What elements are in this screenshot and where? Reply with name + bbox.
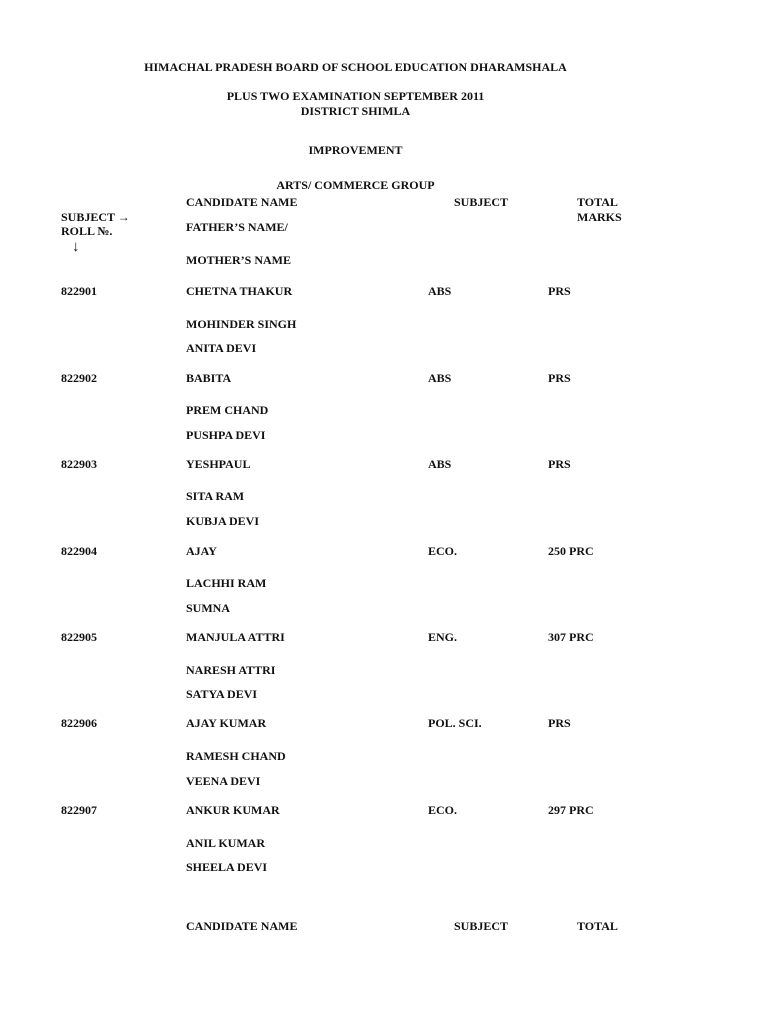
roll-number: 822901 — [61, 284, 97, 298]
roll-number: 822902 — [61, 371, 97, 385]
subject-arrow-label: SUBJECT → — [61, 210, 130, 224]
candidate-name: AJAY KUMAR — [186, 716, 267, 730]
mothers-name-header: MOTHER’S NAME — [186, 253, 291, 267]
roll-number: 822906 — [61, 716, 97, 730]
mother-name: SHEELA DEVI — [186, 860, 268, 874]
footer-subject-header: SUBJECT — [454, 919, 509, 933]
candidate-name: MANJULA ATTRI — [186, 630, 285, 644]
candidate-name-header: CANDIDATE NAME — [186, 195, 298, 209]
total-marks: PRS — [548, 457, 571, 471]
subject-value: ECO. — [428, 544, 458, 558]
subject-header: SUBJECT — [454, 195, 509, 209]
mother-name: SUMNA — [186, 601, 230, 615]
total-marks: 250 PRC — [548, 544, 594, 558]
father-name: LACHHI RAM — [186, 576, 267, 590]
mother-name: ANITA DEVI — [186, 341, 257, 355]
father-name: SITA RAM — [186, 489, 245, 503]
candidate-name: ANKUR KUMAR — [186, 803, 280, 817]
total-marks: 307 PRC — [548, 630, 594, 644]
total-marks: PRS — [548, 716, 571, 730]
footer-total-header: TOTAL — [577, 919, 618, 933]
total-marks: PRS — [548, 371, 571, 385]
father-name: MOHINDER SINGH — [186, 317, 297, 331]
father-name: NARESH ATTRI — [186, 663, 276, 677]
subject-value: ABS — [428, 371, 452, 385]
roll-number: 822907 — [61, 803, 97, 817]
roll-number: 822903 — [61, 457, 97, 471]
father-name: PREM CHAND — [186, 403, 269, 417]
candidate-name: AJAY — [186, 544, 217, 558]
father-name: ANIL KUMAR — [186, 836, 266, 850]
exam-title: PLUS TWO EXAMINATION SEPTEMBER 2011 — [226, 89, 485, 103]
category-title: IMPROVEMENT — [308, 143, 403, 157]
roll-number: 822905 — [61, 630, 97, 644]
district-title: DISTRICT SHIMLA — [300, 104, 411, 118]
fathers-name-header: FATHER’S NAME/ — [186, 220, 288, 234]
mother-name: SATYA DEVI — [186, 687, 258, 701]
total-marks: 297 PRC — [548, 803, 594, 817]
total-header-line1: TOTAL — [577, 195, 618, 209]
subject-value: ABS — [428, 284, 452, 298]
mother-name: PUSHPA DEVI — [186, 428, 266, 442]
board-title: HIMACHAL PRADESH BOARD OF SCHOOL EDUCATION DHARAMSHALA — [144, 60, 567, 74]
roll-number: 822904 — [61, 544, 97, 558]
subject-value: POL. SCI. — [428, 716, 482, 730]
subject-value: ECO. — [428, 803, 458, 817]
father-name: RAMESH CHAND — [186, 749, 286, 763]
total-marks: PRS — [548, 284, 571, 298]
arrow-down-icon: ↓ — [72, 239, 80, 255]
candidate-name: BABITA — [186, 371, 232, 385]
total-header-line2: MARKS — [577, 210, 622, 224]
subject-value: ABS — [428, 457, 452, 471]
mother-name: VEENA DEVI — [186, 774, 261, 788]
mother-name: KUBJA DEVI — [186, 514, 260, 528]
candidate-name: CHETNA THAKUR — [186, 284, 293, 298]
group-title: ARTS/ COMMERCE GROUP — [276, 178, 435, 192]
subject-value: ENG. — [428, 630, 458, 644]
candidate-name: YESHPAUL — [186, 457, 251, 471]
footer-candidate-name-header: CANDIDATE NAME — [186, 919, 298, 933]
roll-number-label: ROLL №. — [61, 224, 113, 238]
